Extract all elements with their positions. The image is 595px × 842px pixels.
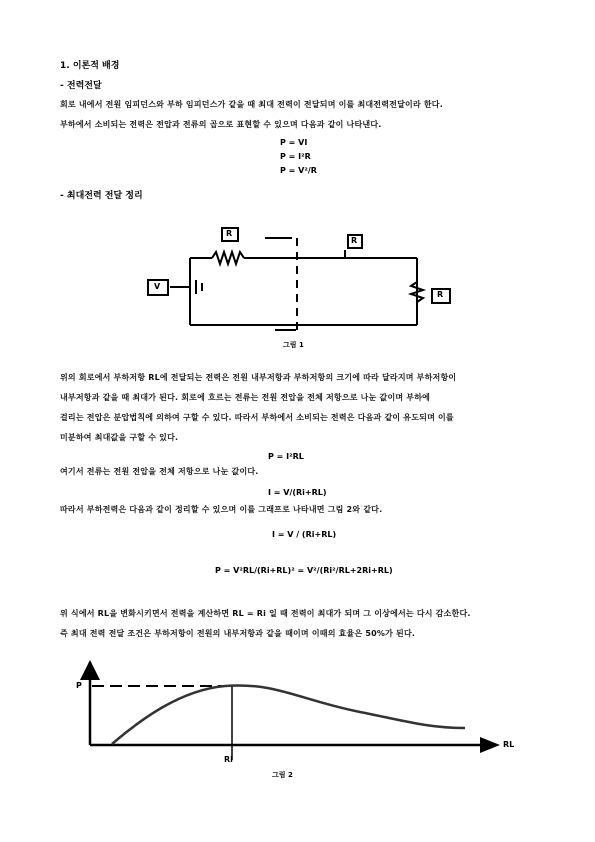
paragraph-2-line-4: 미분하여 최대값을 구할 수 있다. [60, 433, 179, 442]
equation-power-load: P = I²RL [268, 452, 304, 461]
equation-current-fraction: I = V / (Ri+RL) [272, 530, 337, 539]
graph-y-label: P [76, 681, 82, 690]
paragraph-2-line-1: 위의 회로에서 부하저항 RL에 전달되는 전력은 전원 내부저항과 부하저항의 크기에 따라 달라지며 부하저항이 [60, 373, 457, 382]
paragraph-3: 여기서 전류는 전원 전압을 전체 저항으로 나눈 값이다. [60, 467, 259, 476]
figure-2-caption: 그림 2 [272, 771, 293, 779]
subheading-power-transfer: - 전력전달 [60, 81, 102, 91]
equation-power-fraction: P = V²RL/(Ri+RL)² = V²/(Ri²/RL+2Ri+RL) [215, 566, 393, 575]
paragraph-4: 따라서 부하전력은 다음과 같이 정리할 수 있으며 이를 그래프로 나타내면 그림 2와 같다. [60, 505, 383, 514]
graph-peak-label: Ri [224, 755, 233, 764]
subheading-max-power-theorem: - 최대전력 전달 정리 [60, 191, 143, 201]
circuit-label-3: V [154, 282, 161, 291]
paragraph-1-line-2: 부하에서 소비되는 전력은 전압과 전류의 곱으로 표현할 수 있으며 다음과 같이 나타낸다. [60, 120, 382, 129]
resistor-symbol [212, 252, 244, 264]
power-curve [112, 685, 465, 744]
paragraph-2-line-2: 내부저항과 같을 때 최대가 된다. 회로에 흐르는 전류는 전원 전압을 전체 저항으로 나눈 값이며 부하에 [60, 393, 431, 402]
figure-1-caption: 그림 1 [283, 341, 304, 349]
paragraph-1-line-1: 회로 내에서 전원 임피던스와 부하 임피던스가 같을 때 최대 전력이 전달되며 이를 최대전력전달이라 한다. [60, 100, 443, 109]
x-axis-arrow-icon [480, 737, 500, 753]
y-axis-arrow-icon [80, 660, 100, 680]
circuit-label-1: R [226, 229, 233, 238]
equation-current: I = V/(Ri+RL) [268, 488, 327, 497]
equation-p-i2r: P = I²R [280, 152, 311, 161]
circuit-label-2: R [351, 236, 358, 245]
circuit-label-4: R [437, 290, 444, 299]
power-curve-graph [80, 660, 500, 760]
paragraph-5-line-1: 위 식에서 RL을 변화시키면서 전력을 계산하면 RL = Ri 일 때 전력이 최대가 되며 그 이상에서는 다시 감소한다. [60, 609, 471, 618]
paragraph-5-line-2: 즉 최대 전력 전달 조건은 부하저항이 전원의 내부저항과 같을 때이며 이때의 효율은 50%가 된다. [60, 629, 416, 638]
section-title: 1. 이론적 배경 [60, 61, 120, 71]
equation-p-v2r: P = V²/R [280, 166, 317, 175]
graph-x-label: RL [503, 740, 515, 749]
paragraph-2-line-3: 걸리는 전압은 분압법칙에 의하여 구할 수 있다. 따라서 부하에서 소비되는 전력은 다음과 같이 유도되며 이를 [60, 413, 454, 422]
equation-p-vi: P = VI [280, 138, 308, 147]
